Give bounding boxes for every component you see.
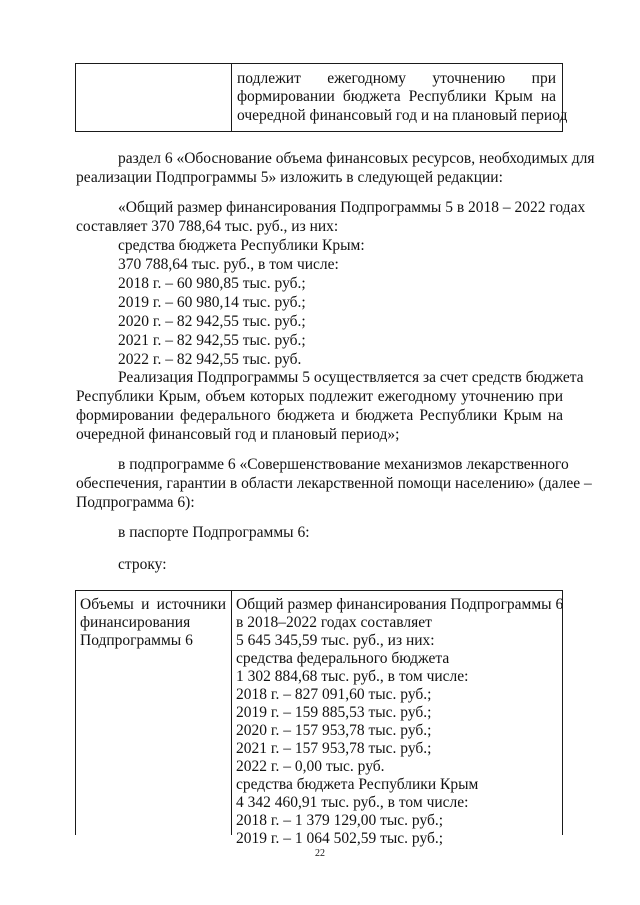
table-border [75,63,563,64]
funding-item: 2018 г. – 60 980,85 тыс. руб.; [118,275,306,292]
page-number: 22 [315,848,325,859]
table-border [231,63,232,132]
table-cell-text: в 2018–2022 годах составляет [236,614,432,631]
table-row-header: финансирования [80,614,191,631]
funding-item: 2020 г. – 82 942,55 тыс. руб.; [118,313,306,330]
table-border [231,590,232,835]
table-cell-text: 2018 г. – 1 379 129,00 тыс. руб.; [236,812,444,829]
table-cell-text: 2019 г. – 159 885,53 тыс. руб.; [236,704,432,721]
paragraph-line: формировании федерального бюджета и бюджета Республики Крым на [76,407,563,424]
table-cell-text: Общий размер финансирования Подпрограммы 6 [236,596,564,613]
table-cell-text: 5 645 345,59 тыс. руб., из них: [236,632,435,649]
paragraph-line: «Общий размер финансирования Подпрограммы 5 в 2018 – 2022 годах [118,199,586,216]
table-cell-text: 2022 г. – 0,00 тыс. руб. [236,758,385,775]
table-row-header: Объемы и источники [80,596,226,613]
table-cell-text: формировании бюджета Республики Крым на [237,88,556,105]
table-border [75,63,76,132]
funding-item: 2021 г. – 82 942,55 тыс. руб.; [118,332,306,349]
paragraph-line: Реализация Подпрограммы 5 осуществляется за счет средств бюджета [118,369,584,386]
table-cell-text: 2020 г. – 157 953,78 тыс. руб.; [236,722,432,739]
table-cell-text: 2018 г. – 827 091,60 тыс. руб.; [236,686,432,703]
table-row-header: Подпрограммы 6 [80,632,193,649]
table-cell-text: средства бюджета Республики Крым [236,776,479,793]
row-line: строку: [118,556,167,573]
table-border [75,131,563,132]
table-cell-text: очередной финансовый год и на плановый период [237,107,568,124]
funding-item: 370 788,64 тыс. руб., в том числе: [118,256,339,273]
funding-item: 2019 г. – 60 980,14 тыс. руб.; [118,294,306,311]
table-cell-text: 2021 г. – 157 953,78 тыс. руб.; [236,740,432,757]
paragraph-line: Республики Крым, объем которых подлежит ежегодному уточнению при [76,388,563,405]
paragraph-line: обеспечения, гарантии в области лекарственной помощи населению» (далее – [76,475,592,492]
table-border [75,590,563,591]
paragraph-line: в подпрограмме 6 «Совершенствование механизмов лекарственного [118,456,569,473]
table-cell-text: 1 302 884,68 тыс. руб., в том числе: [236,668,469,685]
table-border [75,590,76,835]
funding-item: 2022 г. – 82 942,55 тыс. руб. [118,351,302,368]
table-cell-text: 2019 г. – 1 064 502,59 тыс. руб.; [236,830,444,847]
paragraph-line: реализации Подпрограммы 5» изложить в следующей редакции: [76,169,503,186]
table-border [562,590,563,835]
paragraph-line: раздел 6 «Обоснование объема финансовых ресурсов, необходимых для [118,150,595,167]
table-cell-text: подлежит ежегодному уточнению при [237,70,556,87]
table-cell-text: средства федерального бюджета [236,650,450,667]
passport-line: в паспорте Подпрограммы 6: [118,524,310,541]
paragraph-line: очередной финансовый год и плановый период»; [76,426,400,443]
paragraph-line: составляет 370 788,64 тыс. руб., из них: [76,218,339,235]
funding-item: средства бюджета Республики Крым: [118,237,365,254]
paragraph-line: Подпрограмма 6): [76,494,195,511]
table-cell-text: 4 342 460,91 тыс. руб., в том числе: [236,794,469,811]
